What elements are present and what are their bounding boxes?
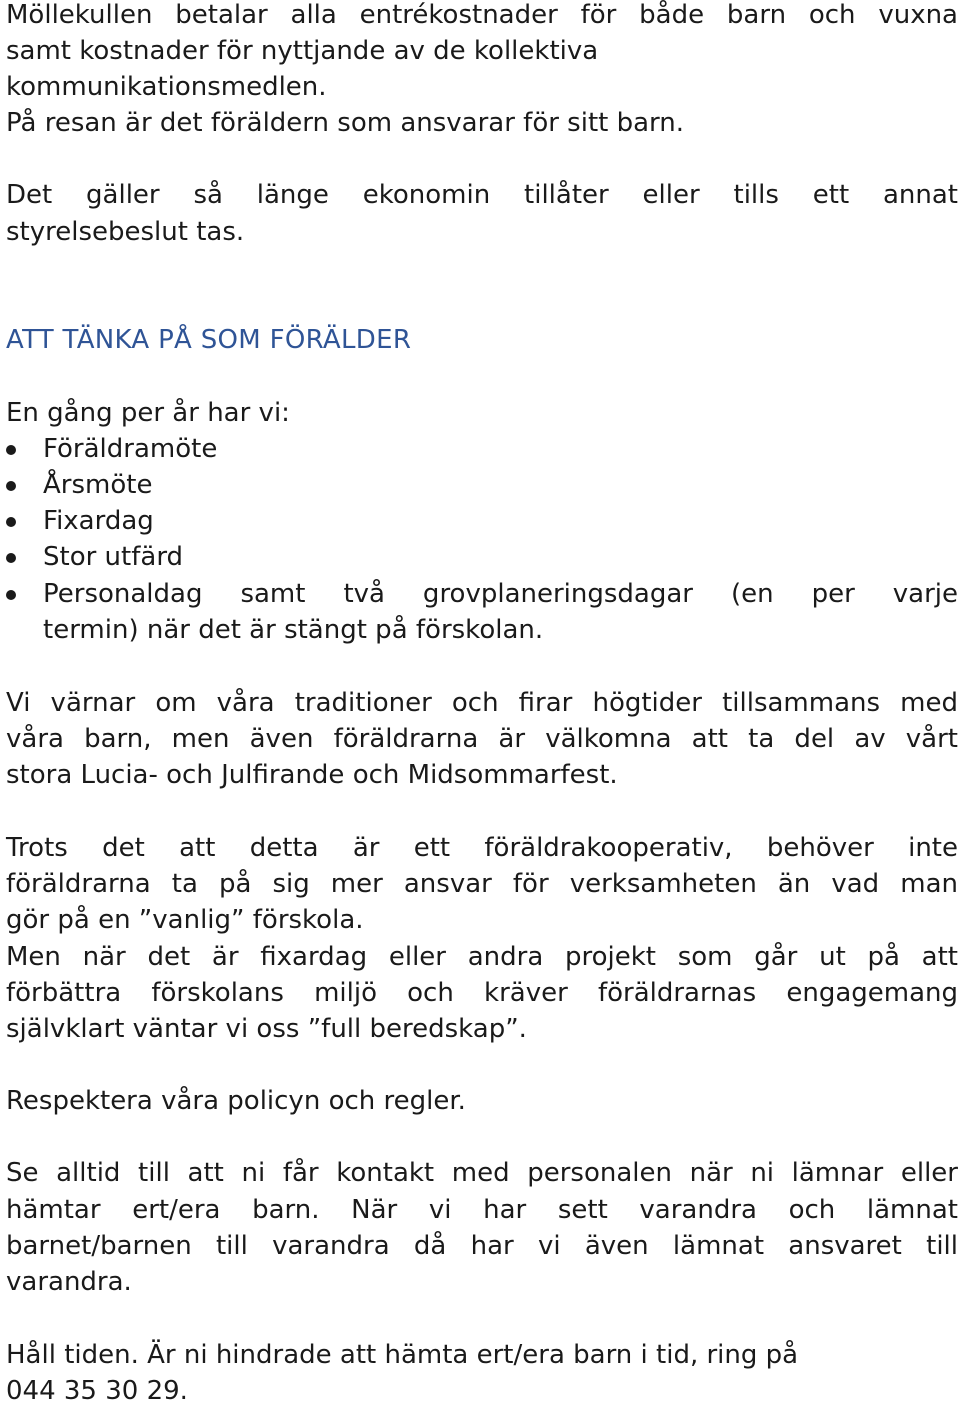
bullet-icon bbox=[6, 445, 16, 455]
section-heading: ATT TÄNKA PÅ SOM FÖRÄLDER bbox=[6, 325, 412, 355]
paragraph-1-line-2: samt kostnader för nyttjande av de kollektiva bbox=[6, 36, 599, 66]
bullet-icon bbox=[6, 553, 16, 563]
paragraph-6-line-4: varandra. bbox=[6, 1267, 132, 1297]
list-item bbox=[6, 503, 958, 539]
list-item-label: Årsmöte bbox=[43, 470, 153, 500]
paragraph-4-line-2: föräldrarna ta på sig mer ansvar för verksamheten än vad man bbox=[6, 869, 958, 899]
paragraph-5: Respektera våra policyn och regler. bbox=[6, 1086, 466, 1116]
list-item bbox=[6, 431, 958, 467]
list-item-label: Fixardag bbox=[43, 506, 154, 536]
paragraph-3-line-1: Vi värnar om våra traditioner och firar högtider tillsammans med bbox=[6, 688, 958, 718]
paragraph-1-line-1: Möllekullen betalar alla entrékostnader för både barn och vuxna bbox=[6, 0, 958, 30]
paragraph-1-line-3: kommunikationsmedlen. bbox=[6, 72, 327, 102]
paragraph-4-line-4: Men när det är fixardag eller andra projekt som går ut på att bbox=[6, 942, 958, 972]
paragraph-2-line-2: styrelsebeslut tas. bbox=[6, 217, 245, 247]
bullet-icon bbox=[6, 517, 16, 527]
paragraph-4-line-3: gör på en ”vanlig” förskola. bbox=[6, 905, 364, 935]
list-item-label: Föräldramöte bbox=[43, 434, 218, 464]
paragraph-2-line-1: Det gäller så länge ekonomin tillåter eller tills ett annat bbox=[6, 180, 958, 210]
paragraph-6-line-2: hämtar ert/era barn. När vi har sett varandra och lämnat bbox=[6, 1195, 958, 1225]
list-item-label: Personaldag samt två grovplaneringsdagar (en per varje bbox=[43, 579, 958, 609]
list-item bbox=[6, 576, 958, 612]
paragraph-1-line-4: På resan är det föräldern som ansvarar för sitt barn. bbox=[6, 108, 685, 138]
list-item-continuation: termin) när det är stängt på förskolan. bbox=[43, 615, 544, 645]
list-item bbox=[6, 467, 958, 503]
paragraph-4-line-5: förbättra förskolans miljö och kräver föräldrarnas engagemang bbox=[6, 978, 958, 1008]
paragraph-3-line-3: stora Lucia- och Julfirande och Midsommarfest. bbox=[6, 760, 618, 790]
list-intro: En gång per år har vi: bbox=[6, 398, 290, 428]
paragraph-3-line-2: våra barn, men även föräldrarna är välkomna att ta del av vårt bbox=[6, 724, 958, 754]
bullet-icon bbox=[6, 481, 16, 491]
paragraph-6-line-1: Se alltid till att ni får kontakt med personalen när ni lämnar eller bbox=[6, 1158, 958, 1188]
list-item bbox=[6, 539, 958, 575]
bullet-icon bbox=[6, 590, 16, 600]
list-item-label: Stor utfärd bbox=[43, 542, 184, 572]
paragraph-4-line-1: Trots det att detta är ett föräldrakooperativ, behöver inte bbox=[6, 833, 958, 863]
paragraph-7-line-2: 044 35 30 29. bbox=[6, 1376, 188, 1406]
paragraph-7-line-1: Håll tiden. Är ni hindrade att hämta ert/era barn i tid, ring på bbox=[6, 1340, 799, 1370]
paragraph-6-line-3: barnet/barnen till varandra då har vi även lämnat ansvaret till bbox=[6, 1231, 958, 1261]
paragraph-4-line-6: självklart väntar vi oss ”full beredskap”. bbox=[6, 1014, 527, 1044]
